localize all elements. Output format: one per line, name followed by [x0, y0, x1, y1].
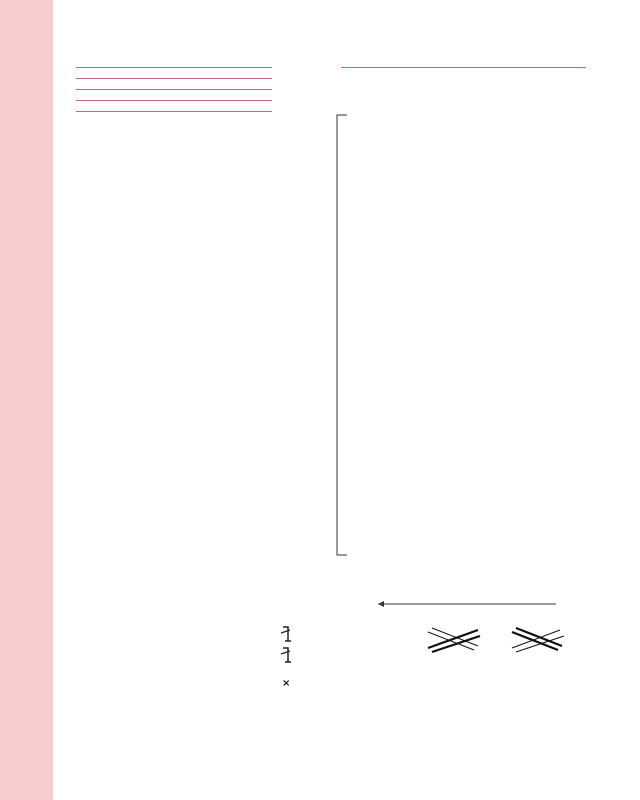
left-column	[76, 64, 272, 305]
materials-heading	[76, 64, 272, 68]
page-margin-bar	[0, 0, 53, 800]
fpdc-symbol-icon	[283, 627, 291, 641]
qr-code-icon[interactable]	[76, 219, 148, 291]
gauge-heading	[76, 97, 272, 101]
cable-4cf-example	[428, 628, 480, 652]
bpdc-symbol-icon	[283, 648, 291, 662]
legend	[281, 627, 291, 689]
right-column	[341, 64, 586, 73]
cable-4cb-example	[512, 628, 564, 652]
tutorial-front	[76, 117, 272, 197]
esc-symbol-icon: ×	[282, 678, 291, 689]
tutorials-heading	[76, 108, 272, 112]
dimensions-heading	[76, 86, 272, 90]
tutorial-back	[76, 211, 272, 291]
stitch-diagram	[282, 110, 590, 690]
hook-heading	[76, 75, 272, 79]
qr-code-icon[interactable]	[76, 125, 148, 197]
diagram-heading	[341, 64, 586, 68]
arrow-head-icon	[378, 601, 384, 607]
repeat-bracket	[337, 115, 347, 555]
